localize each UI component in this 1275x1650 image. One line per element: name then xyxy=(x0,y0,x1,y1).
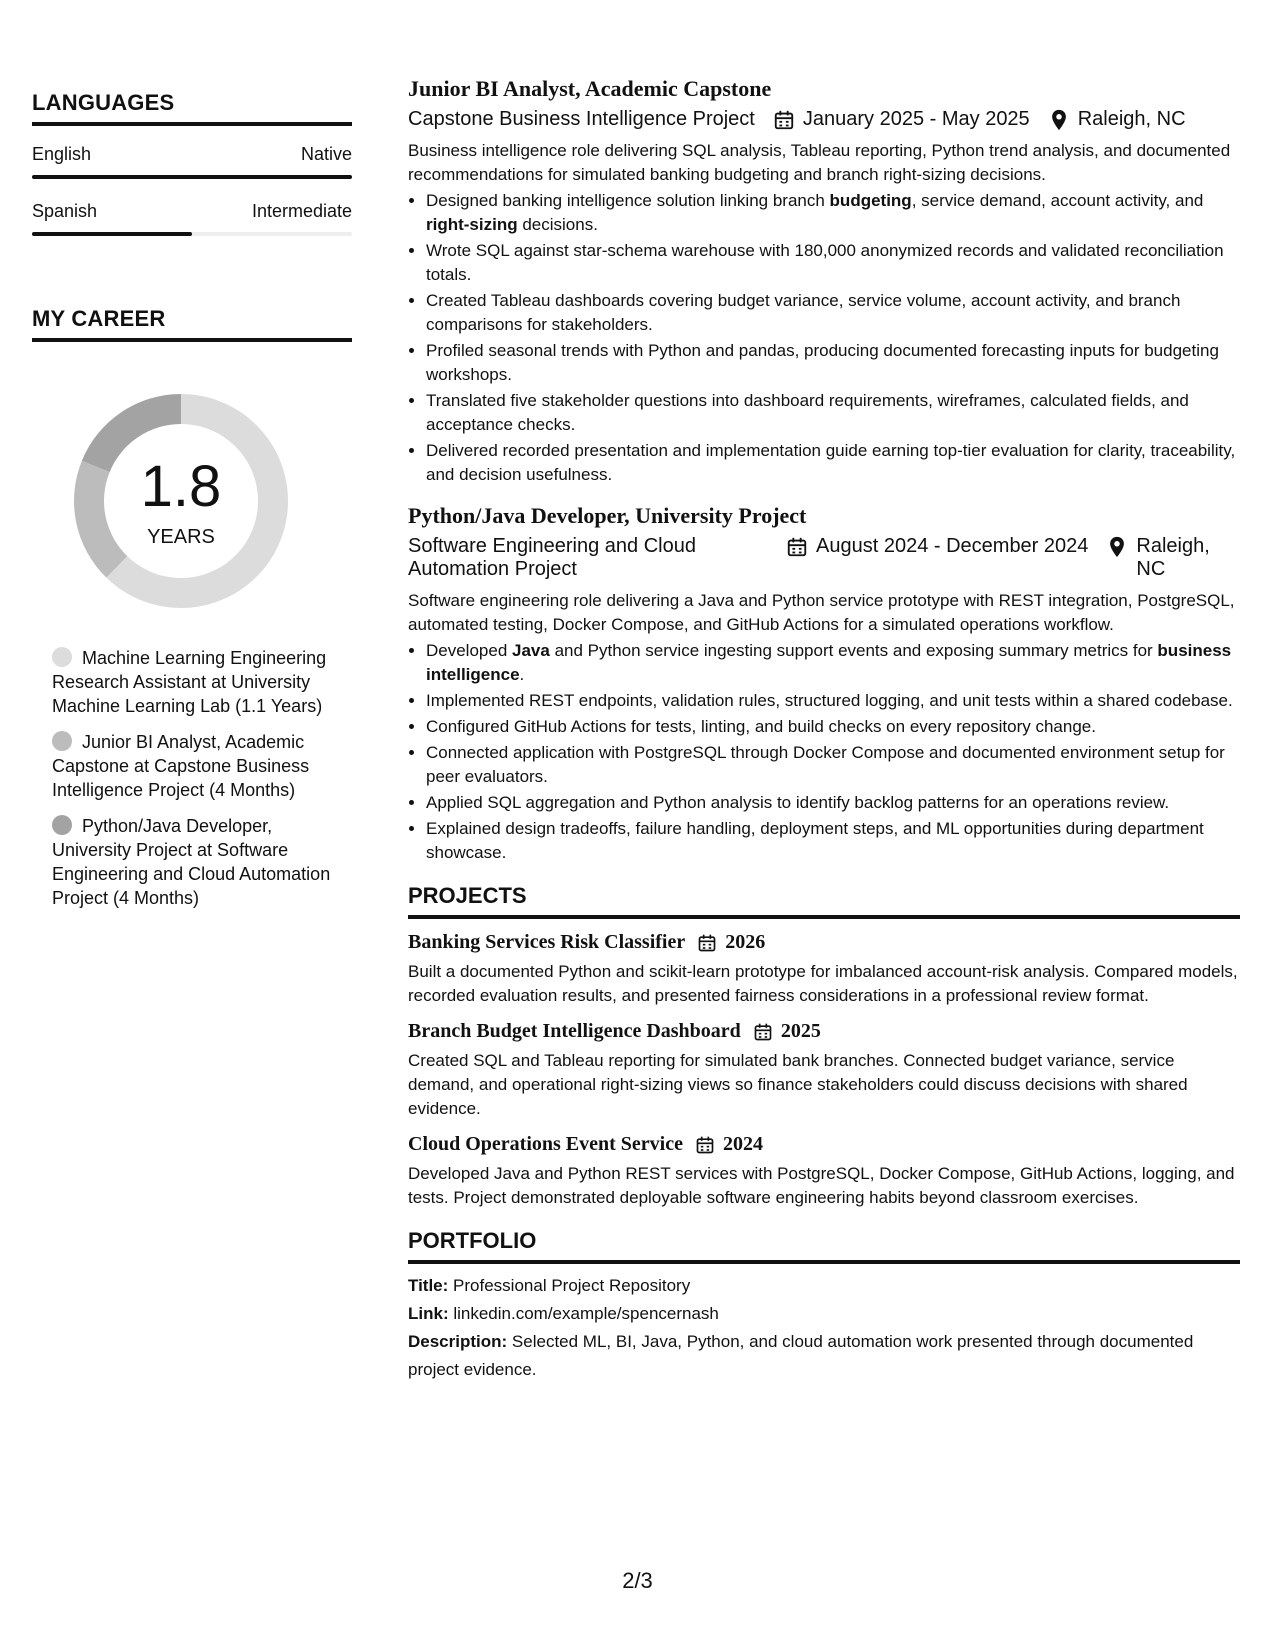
calendar-icon xyxy=(753,1022,773,1042)
project-title: Cloud Operations Event Service xyxy=(408,1133,683,1155)
project-year: 2026 xyxy=(725,931,766,953)
language-proficiency-bar xyxy=(32,175,352,179)
language-name: English xyxy=(32,144,92,164)
career-legend-label: Machine Learning Engineering Research Assistant at University Machine Learning Lab (1.1 Years) xyxy=(52,648,327,716)
job-entry xyxy=(408,503,1240,865)
project-entry xyxy=(408,1020,1240,1121)
language-item xyxy=(32,201,352,236)
job-company-text: Software Engineering and Cloud Automation Project xyxy=(408,535,696,580)
job-dates xyxy=(786,535,1088,558)
career-section xyxy=(32,306,352,910)
language-level: Native xyxy=(300,144,352,164)
job-bullet: • Connected application with PostgreSQL through Docker Compose and documented environment setup for peer evaluators. xyxy=(426,741,1240,789)
job-location xyxy=(1106,535,1216,581)
calendar-icon xyxy=(773,109,795,131)
portfolio-description-value: Selected ML, BI, Java, Python, and cloud automation work presented through documented project evidence. xyxy=(408,1332,1194,1379)
language-proficiency-fill xyxy=(32,232,192,236)
projects-heading: PROJECTS xyxy=(408,883,1240,919)
job-bullet: • Translated five stakeholder questions into dashboard requirements, wireframes, calculated fields, and acceptance checks. xyxy=(426,389,1240,437)
job-location-text: Raleigh, NC xyxy=(1077,108,1186,130)
languages-heading: LANGUAGES xyxy=(32,90,352,126)
portfolio-link-line xyxy=(408,1300,1240,1328)
project-description: Built a documented Python and scikit-learn prototype for imbalanced account-risk analysis. Compared models, recorded evaluation results, and presented fairness considerations in a professional review format. xyxy=(408,962,1238,1005)
job-description: Software engineering role delivering a Java and Python service prototype with REST integration, PostgreSQL, automated testing, Docker Compose, and GitHub Actions for a simulated operations workflow. xyxy=(408,591,1235,634)
job-location xyxy=(1048,108,1186,131)
project-entry xyxy=(408,931,1240,1008)
job-bullet: • Developed Java and Python service ingesting support events and exposing summary metrics for business intelligence. xyxy=(426,639,1240,687)
job-company-text: Capstone Business Intelligence Project xyxy=(408,108,755,130)
career-legend-label: Python/Java Developer, University Project at Software Engineering and Cloud Automation Project (4 Months) xyxy=(52,816,331,908)
legend-dot xyxy=(52,647,72,667)
job-bullet: • Delivered recorded presentation and implementation guide earning top-tier evaluation for clarity, traceability, and decision usefulness. xyxy=(426,439,1240,487)
job-company xyxy=(408,108,755,131)
job-title: Junior BI Analyst, Academic Capstone xyxy=(408,76,772,101)
career-legend-item xyxy=(52,730,332,802)
legend-dot xyxy=(52,731,72,751)
language-proficiency-fill xyxy=(32,175,352,179)
job-bullet: • Created Tableau dashboards covering budget variance, service volume, account activity, and branch comparisons for stakeholders. xyxy=(426,289,1240,337)
job-meta xyxy=(408,108,1240,131)
job-company xyxy=(408,535,768,581)
job-bullets xyxy=(408,189,1240,487)
job-bullet: • Designed banking intelligence solution linking branch budgeting, service demand, account activity, and right-sizing decisions. xyxy=(426,189,1240,237)
job-dates-text: August 2024 - December 2024 xyxy=(816,535,1089,557)
career-legend-item xyxy=(52,814,332,910)
legend-dot xyxy=(52,815,72,835)
job-bullets xyxy=(408,639,1240,865)
job-title: Python/Java Developer, University Project xyxy=(408,503,807,528)
career-legend-label: Junior BI Analyst, Academic Capstone at Capstone Business Intelligence Project (4 Months) xyxy=(52,732,310,800)
calendar-icon xyxy=(695,1135,715,1155)
portfolio-details xyxy=(408,1272,1240,1384)
project-description: Created SQL and Tableau reporting for simulated bank branches. Connected budget variance, service demand, and operational right-sizing views so finance stakeholders could discuss decisions with shared evidence. xyxy=(408,1051,1188,1118)
career-heading: MY CAREER xyxy=(32,306,352,342)
portfolio-link[interactable]: linkedin.com/example/spencernash xyxy=(453,1304,719,1323)
portfolio-link-label: Link: xyxy=(408,1304,449,1323)
portfolio-description-line xyxy=(408,1328,1240,1384)
job-bullet: • Applied SQL aggregation and Python analysis to identify backlog patterns for an operations review. xyxy=(426,791,1240,815)
job-description: Business intelligence role delivering SQL analysis, Tableau reporting, Python trend analysis, and documented recommendations for simulated banking budgeting and branch right-sizing decisions. xyxy=(408,141,1231,184)
page-number: 2/3 xyxy=(622,1568,653,1593)
career-total-unit: YEARS xyxy=(147,526,215,548)
job-bullet: • Explained design tradeoffs, failure handling, deployment steps, and ML opportunities during department showcase. xyxy=(426,817,1240,865)
job-bullet: • Configured GitHub Actions for tests, linting, and build checks on every repository change. xyxy=(426,715,1240,739)
career-total-value: 1.8 xyxy=(140,454,222,519)
career-legend xyxy=(32,646,332,910)
language-item xyxy=(32,144,352,179)
career-legend-item xyxy=(52,646,332,718)
calendar-icon xyxy=(697,933,717,953)
language-name: Spanish xyxy=(32,201,98,221)
portfolio-title-label: Title: xyxy=(408,1276,449,1295)
job-bullet: • Profiled seasonal trends with Python and pandas, producing documented forecasting inputs for budgeting workshops. xyxy=(426,339,1240,387)
job-dates-text: January 2025 - May 2025 xyxy=(802,108,1030,130)
left-column xyxy=(32,90,352,922)
job-entry xyxy=(408,76,1240,487)
career-donut-chart xyxy=(66,386,296,616)
project-description: Developed Java and Python REST services with PostgreSQL, Docker Compose, GitHub Actions, logging, and tests. Project demonstrated deployable software engineering habits beyond classroom exercises. xyxy=(408,1164,1235,1207)
job-dates xyxy=(773,108,1030,131)
portfolio-heading: PORTFOLIO xyxy=(408,1228,1240,1264)
right-column xyxy=(408,76,1240,1384)
project-year: 2024 xyxy=(723,1133,763,1155)
job-meta xyxy=(408,535,1240,581)
map-pin-icon xyxy=(1048,109,1070,131)
portfolio-description-label: Description: xyxy=(408,1332,508,1351)
map-pin-icon xyxy=(1106,536,1128,558)
project-year: 2025 xyxy=(780,1020,821,1042)
language-level: Intermediate xyxy=(251,201,352,221)
language-proficiency-bar xyxy=(32,232,352,236)
portfolio-title-value: Professional Project Repository xyxy=(453,1276,691,1295)
project-title: Branch Budget Intelligence Dashboard xyxy=(408,1020,741,1042)
job-bullet: • Implemented REST endpoints, validation rules, structured logging, and unit tests within a shared codebase. xyxy=(426,689,1240,713)
portfolio-title-line xyxy=(408,1272,1240,1300)
project-title: Banking Services Risk Classifier xyxy=(408,931,686,953)
calendar-icon xyxy=(786,536,808,558)
project-entry xyxy=(408,1133,1240,1210)
job-bullet: • Wrote SQL against star-schema warehouse with 180,000 anonymized records and validated reconciliation totals. xyxy=(426,239,1240,287)
job-location-text: Raleigh, NC xyxy=(1136,535,1210,580)
